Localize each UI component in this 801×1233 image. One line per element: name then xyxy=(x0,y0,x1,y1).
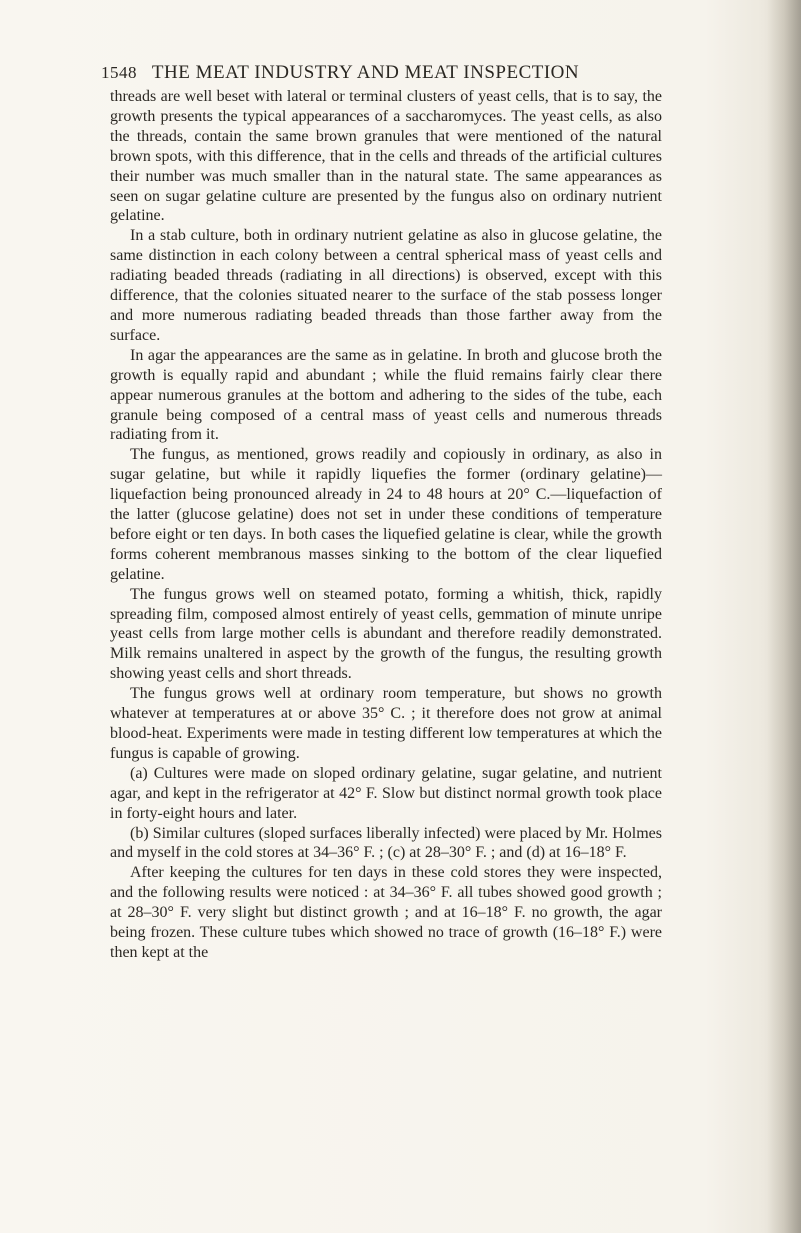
paragraph: threads are well beset with lateral or terminal clusters of yeast cells, that is to say, the growth presents the typical appearances of a saccharomyces. The yeast cells, as also the threads, contain the same brown granules that were mentioned of the natural brown spots, with this difference, that in the cells and threads of the artificial cultures their number was much smaller than in the natural state. The same appearances as seen on sugar gelatine culture are presented by the fungus also on ordinary nutrient gelatine. xyxy=(110,88,662,225)
page-spine-shadow xyxy=(767,0,801,1233)
running-header xyxy=(101,62,661,84)
paragraph: In a stab culture, both in ordinary nutrient gelatine as also in glucose gelatine, the same distinction in each colony between a central spherical mass of yeast cells and radiating beaded threads (radiating in all directions) is observed, except with this difference, that the colonies situated nearer to the surface of the stab possess longer and more numerous radiating beaded threads than those farther away from the surface. xyxy=(110,227,662,344)
running-title: THE MEAT INDUSTRY AND MEAT INSPECTION xyxy=(151,62,580,83)
paragraph: (b) Similar cultures (sloped surfaces liberally infected) were placed by Mr. Holmes and myself in the cold stores at 34–36° F. ; (c) at 28–30° F. ; and (d) at 16–18° F. xyxy=(110,824,662,862)
paragraph: The fungus grows well on steamed potato, forming a whitish, thick, rapidly spreading film, composed almost entirely of yeast cells, gemmation of minute unripe yeast cells from large mother cells is abundant and therefore readily demonstrated. Milk remains unaltered in aspect by the growth of the fungus, the resulting growth showing yeast cells and short threads. xyxy=(110,585,662,683)
paragraph: The fungus, as mentioned, grows readily and copiously in ordinary, as also in sugar gelatine, but while it rapidly liquefies the former (ordinary gelatine)—liquefaction being pronounced already in 24 to 48 hours at 20° C.—liquefaction of the latter (glucose gelatine) does not set in under these conditions of temperature before eight or ten days. In both cases the liquefied gelatine is clear, while the growth forms coherent membranous masses sinking to the bottom of the clear liquefied gelatine. xyxy=(110,446,662,583)
paragraph: The fungus grows well at ordinary room temperature, but shows no growth whatever at temperatures at or above 35° C. ; it therefore does not grow at animal blood-heat. Experiments were made in testing different low temperatures at which the fungus is capable of growing. xyxy=(110,685,662,762)
paragraph: In agar the appearances are the same as in gelatine. In broth and glucose broth the growth is equally rapid and abundant ; while the fluid remains fairly clear there appear numerous granules at the bottom and adhering to the sides of the tube, each granule being composed of a central mass of yeast cells and numerous threads radiating from it. xyxy=(110,346,662,444)
page-number: 1548 xyxy=(101,63,137,82)
paragraph: After keeping the cultures for ten days in these cold stores they were inspected, and the following results were noticed : at 34–36° F. all tubes showed good growth ; at 28–30° F. very slight but distinct growth ; and at 16–18° F. no growth, the agar being frozen. These culture tubes which showed no trace of growth (16–18° F.) were then kept at the xyxy=(110,864,662,961)
paragraph: (a) Cultures were made on sloped ordinary gelatine, sugar gelatine, and nutrient agar, and kept in the refrigerator at 42° F. Slow but distinct normal growth took place in forty-eight hours and later. xyxy=(110,764,662,822)
body-text xyxy=(110,87,662,963)
